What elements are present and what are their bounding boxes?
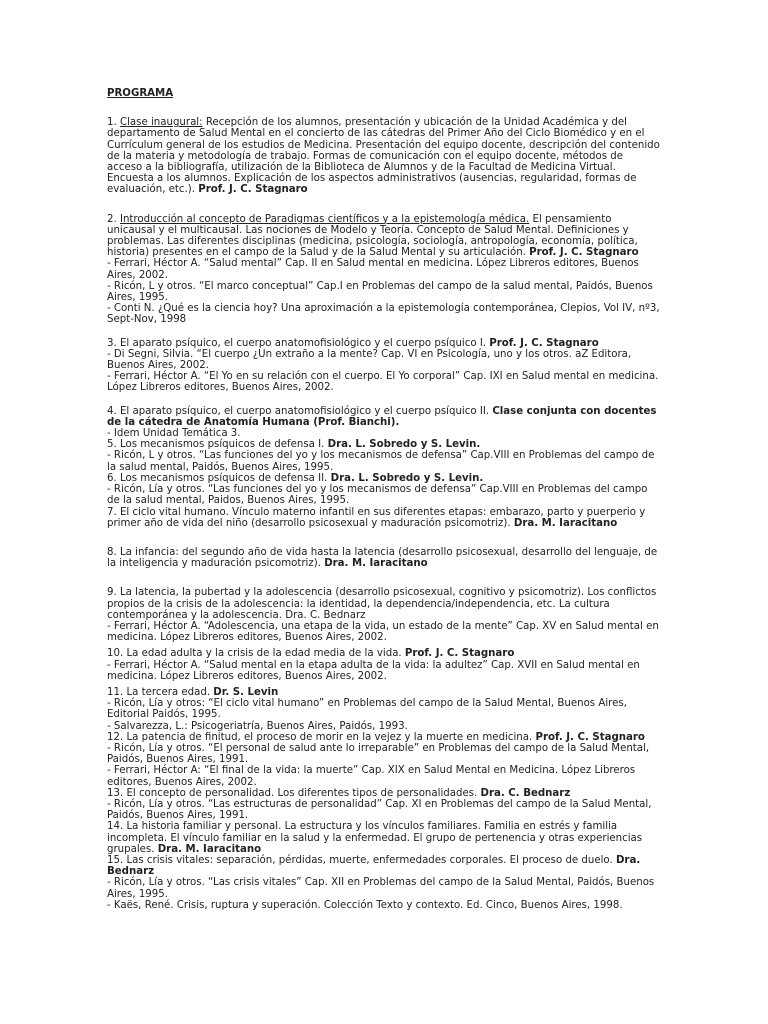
item-description: Los mecanismos psíquicos de defensa I. bbox=[119, 439, 328, 451]
program-item-text bbox=[107, 687, 660, 698]
item-instructor: Prof. J. C. Stagnaro bbox=[489, 337, 599, 349]
item-description: La historia familiar y personal. La estructura y los vínculos familiares. Familia en estrés y familia incompleta. El vínculo familiar en la salud y la enfermedad. El grupo de pertenencia y otras experiencias grupales. bbox=[107, 821, 643, 855]
bibliography-reference: - Ferrari, Héctor A. “Salud mental en la etapa adulta de la vida: la adultez” Cap. XVII en Salud mental en medicina. López Libreros editores, Buenos Aires, 2002. bbox=[107, 659, 640, 682]
program-item-12 bbox=[107, 732, 660, 788]
bibliography-reference: - Conti N. ¿Qué es la ciencia hoy? Una aproximación a la epistemología contemporánea, Clepios, Vol IV, nº3, Sept-Nov, 1998 bbox=[107, 303, 660, 326]
program-item-text bbox=[107, 338, 660, 349]
bibliography-reference: - Ricón, Lía y otros. “Las crisis vitales” Cap. XII en Problemas del campo de la Salud Mental, Paidós, Buenos Aires, 1995. bbox=[107, 877, 655, 900]
program-item-14 bbox=[107, 821, 660, 855]
bibliography-reference: - Salvarezza, L.: Psicogeriatría, Buenos Aires, Paidós, 1993. bbox=[107, 720, 408, 732]
program-list bbox=[107, 117, 660, 911]
program-item-text bbox=[107, 547, 660, 569]
bibliography-reference: - Ferrari, Héctor A. “Salud mental” Cap. II en Salud mental en medicina. López Libreros editores, Buenos Aires, 2002. bbox=[107, 258, 639, 281]
program-item-10 bbox=[107, 648, 660, 682]
program-item-text bbox=[107, 406, 660, 428]
bibliography-reference: - Ricón, Lía y otros. “Las funciones del yo y los mecanismos de defensa” Cap.VIII en Problemas del campo de la salud mental, Paidos, Buenos Aires, 1995. bbox=[107, 484, 648, 507]
program-item-text bbox=[107, 648, 660, 659]
bibliography-reference: - Ricón, Lía y otros. “Las estructuras de personalidad” Cap. XI en Problemas del campo de la Salud Mental, Paidós, Buenos Aires, 1991. bbox=[107, 798, 652, 822]
item-description: La tercera edad. bbox=[126, 686, 214, 698]
program-item-1 bbox=[107, 117, 660, 195]
item-instructor: Prof. J. C. Stagnaro bbox=[198, 184, 308, 196]
program-item-13 bbox=[107, 788, 660, 822]
item-instructor: Clase conjunta con docentes de la cátedra de Anatomía Humana (Prof. Bianchi). bbox=[107, 405, 657, 428]
program-item-7 bbox=[107, 507, 660, 529]
bibliography-reference: - Kaës, René. Crisis, ruptura y superación. Colección Texto y contexto. Ed. Cinco, Buenos Aires, 1998. bbox=[107, 899, 623, 911]
program-item-3 bbox=[107, 338, 660, 394]
bibliography-reference: - Ricón, Lía y otros: “El ciclo vital humano” en Problemas del campo de la Salud Mental, Buenos Aires, Editorial Paidós, 1995. bbox=[107, 698, 627, 721]
item-description: El pensamiento unicausal y el multicausal. Las nociones de Modelo y Teoría. Concepto de Salud Mental. Definiciones y problemas. Las diferentes disciplinas (medicina, psicología, sociología, antropología, economía, política, historia) presentes en el campo de la Salud y de la Salud Mental y su articulación. bbox=[107, 213, 638, 259]
program-item-text bbox=[107, 788, 660, 799]
item-heading: Clase inaugural: bbox=[119, 117, 203, 129]
bibliography-reference: - Idem Unidad Temática 3. bbox=[107, 428, 241, 440]
item-description: El concepto de personalidad. Los diferentes tipos de personalidades. bbox=[126, 787, 481, 799]
item-instructor: Prof. J. C. Stagnaro bbox=[535, 731, 645, 743]
program-item-text bbox=[107, 117, 660, 195]
item-number: 7. bbox=[107, 506, 120, 518]
document-title: PROGRAMA bbox=[107, 88, 174, 99]
item-number: 8. bbox=[107, 546, 120, 558]
bibliography-reference: - Ricón, Lía y otros. “El personal de salud ante lo irreparable” en Problemas del campo de la Salud Mental, Paidós, Buenos Aires, 1991. bbox=[107, 742, 650, 766]
bibliography-reference: - Ferrari, Héctor A. “El Yo en su relación con el cuerpo. El Yo corporal” Cap. IXI en Salud mental en medicina. López Libreros editores, Buenos Aires, 2002. bbox=[107, 371, 659, 394]
item-number: 1. bbox=[107, 117, 120, 129]
item-number: 14. bbox=[107, 821, 127, 833]
item-number: 5. bbox=[107, 439, 120, 451]
item-description: La infancia: del segundo año de vida hasta la latencia (desarrollo psicosexual, desarrollo del lenguaje, de la inteligencia y maduración psicomotriz). bbox=[107, 546, 658, 570]
item-instructor: Dra. Bednarz bbox=[107, 854, 641, 878]
item-heading: Introducción al concepto de Paradigmas científicos y a la epistemología médica. bbox=[119, 213, 530, 225]
bibliography-reference: - Di Segni, Silvia. “El cuerpo ¿Un extraño a la mente? Cap. VI en Psicología, uno y los otros. aZ Editora, Buenos Aires, 2002. bbox=[107, 348, 632, 372]
program-item-6 bbox=[107, 473, 660, 507]
item-description: La latencia, la pubertad y la adolescencia (desarrollo psicosexual, cognitivo y psicomotriz). Los conflictos propios de la crisis de la adolescencia: la identidad, la dependencia/independencia, etc. La cultura contemporánea y la adolescencia. Dra. C. Bednarz bbox=[107, 587, 657, 621]
item-instructor: Dra. M. Iaracitano bbox=[157, 843, 262, 855]
item-description: El aparato psíquico, el cuerpo anatomofisiológico y el cuerpo psíquico I. bbox=[119, 337, 490, 349]
program-item-text bbox=[107, 473, 660, 484]
item-number: 6. bbox=[107, 472, 120, 484]
item-number: 15. bbox=[107, 854, 127, 866]
program-item-11 bbox=[107, 687, 660, 732]
program-item-2 bbox=[107, 214, 660, 326]
item-number: 3. bbox=[107, 337, 120, 349]
item-description: Las crisis vitales: separación, pérdidas, muerte, enfermedades corporales. El proceso de duelo. bbox=[126, 854, 616, 866]
program-item-text bbox=[107, 439, 660, 450]
item-instructor: Dra. C. Bednarz bbox=[480, 787, 571, 799]
item-description: La edad adulta y la crisis de la edad media de la vida. bbox=[126, 648, 405, 660]
item-instructor: Dra. L. Sobredo y S. Levin. bbox=[330, 472, 484, 484]
item-instructor: Prof. J. C. Stagnaro bbox=[404, 648, 515, 660]
item-description: Los mecanismos psíquicos de defensa II. bbox=[119, 472, 331, 484]
item-description: Recepción de los alumnos, presentación y ubicación de la Unidad Académica y del departamento de Salud Mental en el concierto de las cátedras del Primer Año del Ciclo Biomédico y en el Currículum general de los estudios de Medicina. Presentación del equipo docente, descripción del contenido de la materia y metodología de trabajo. Formas de comunicación con el equipo docente, métodos de acceso a la bibliografía, utilización de la Biblioteca de Alumnos y de la Facultad de Medicina Virtual. Encuesta a los alumnos. Explicación de los aspectos administrativos (ausencias, regularidad, formas de evaluación, etc.). bbox=[107, 117, 660, 196]
program-item-text bbox=[107, 507, 660, 529]
item-number: 9. bbox=[107, 587, 120, 599]
program-item-5 bbox=[107, 439, 660, 473]
item-number: 11. bbox=[107, 686, 127, 698]
item-number: 4. bbox=[107, 405, 120, 417]
item-description: El aparato psíquico, el cuerpo anatomofisiológico y el cuerpo psíquico II. bbox=[119, 405, 493, 417]
item-number: 12. bbox=[107, 731, 127, 743]
item-instructor: Dr. S. Levin bbox=[213, 686, 279, 698]
item-number: 2. bbox=[107, 213, 120, 225]
program-item-4 bbox=[107, 406, 660, 440]
program-item-text bbox=[107, 732, 660, 743]
program-item-9 bbox=[107, 587, 660, 643]
bibliography-reference: - Ferrari, Héctor A. “Adolescencia, una etapa de la vida, un estado de la mente” Cap. XV en Salud mental en medicina. López Libreros editores, Buenos Aires, 2002. bbox=[107, 620, 659, 644]
item-instructor: Dra. M. Iaracitano bbox=[513, 517, 618, 529]
program-item-text bbox=[107, 821, 660, 855]
program-item-text bbox=[107, 587, 660, 621]
item-instructor: Prof. J. C. Stagnaro bbox=[529, 247, 639, 259]
bibliography-reference: - Ferrari, Héctor A: “El final de la vida: la muerte” Cap. XIX en Salud Mental en Medicina. López Libreros editores, Buenos Aires, 2002. bbox=[107, 765, 636, 788]
item-description: El ciclo vital humano. Vínculo materno infantil en sus diferentes etapas: embarazo, parto y puerperio y primer año de vida del niño (desarrollo psicosexual y maduración psicomotriz). bbox=[107, 506, 646, 529]
item-number: 13. bbox=[107, 787, 127, 799]
document-body bbox=[107, 88, 660, 911]
program-item-15 bbox=[107, 855, 660, 911]
item-instructor: Dra. L. Sobredo y S. Levin. bbox=[327, 439, 481, 451]
program-item-8 bbox=[107, 547, 660, 569]
program-item-text bbox=[107, 855, 660, 877]
item-number: 10. bbox=[107, 648, 127, 660]
item-description: La patencia de finitud, el proceso de morir en la vejez y la muerte en medicina. bbox=[126, 731, 536, 743]
item-instructor: Dra. M. Iaracitano bbox=[324, 558, 428, 570]
bibliography-reference: - Ricón, L y otros. “Las funciones del yo y los mecanismos de defensa” Cap.VIII en Problemas del campo de la salud mental, Paidós, Buenos Aires, 1995. bbox=[107, 450, 655, 473]
program-item-text bbox=[107, 214, 660, 259]
bibliography-reference: - Ricón, L y otros. “El marco conceptual” Cap.I en Problemas del campo de la salud mental, Paidós, Buenos Aires, 1995. bbox=[107, 280, 653, 304]
